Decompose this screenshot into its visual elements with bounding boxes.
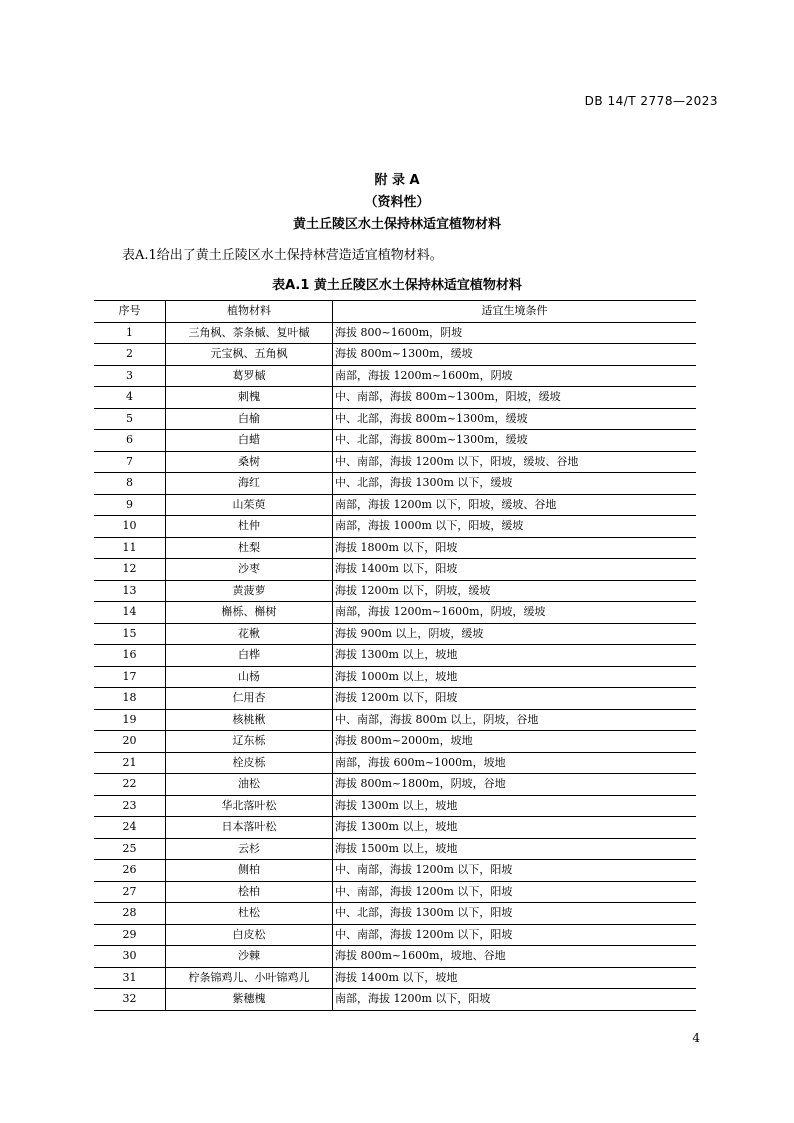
intro-paragraph: 表A.1给出了黄土丘陵区水土保持林营造适宜植物材料。 (122, 248, 443, 263)
cell-index: 11 (94, 537, 166, 559)
cell-index: 16 (94, 645, 166, 667)
cell-plant: 栓皮栎 (166, 752, 333, 774)
cell-plant: 元宝枫、五角枫 (166, 344, 333, 366)
cell-habitat: 海拔 1200m 以下，阴坡，缓坡 (333, 580, 697, 602)
cell-habitat: 中、北部，海拔 1300m 以下，缓坡 (333, 473, 697, 495)
cell-habitat: 海拔 800m~1800m，阴坡，谷地 (333, 774, 697, 796)
table-caption: 表A.1 黄土丘陵区水土保持林适宜植物材料 (272, 278, 522, 293)
cell-habitat: 中、南部，海拔 800m~1300m，阳坡，缓坡 (333, 387, 697, 409)
cell-habitat: 南部，海拔 1200m~1600m，阴坡，缓坡 (333, 602, 697, 624)
cell-index: 17 (94, 666, 166, 688)
cell-plant: 沙棘 (166, 946, 333, 968)
cell-habitat: 中、南部，海拔 800m 以上，阴坡，谷地 (333, 709, 697, 731)
cell-plant: 山茱萸 (166, 494, 333, 516)
table-row (94, 430, 696, 452)
table-row (94, 559, 696, 581)
table-row (94, 989, 696, 1011)
cell-habitat: 海拔 800m~1300m，缓坡 (333, 344, 697, 366)
cell-index: 24 (94, 817, 166, 839)
cell-habitat: 海拔 1200m 以下，阳坡 (333, 688, 697, 710)
cell-index: 2 (94, 344, 166, 366)
cell-index: 7 (94, 451, 166, 473)
cell-index: 27 (94, 881, 166, 903)
cell-plant: 仁用杏 (166, 688, 333, 710)
cell-habitat: 中、南部，海拔 1200m 以下，阳坡 (333, 881, 697, 903)
cell-habitat: 海拔 1800m 以下，阳坡 (333, 537, 697, 559)
table-row (94, 903, 696, 925)
cell-plant: 白皮松 (166, 924, 333, 946)
table-row (94, 946, 696, 968)
cell-habitat: 海拔 800m~1600m，坡地、谷地 (333, 946, 697, 968)
table-header-row (94, 301, 696, 323)
cell-habitat: 海拔 1300m 以上，坡地 (333, 817, 697, 839)
cell-index: 19 (94, 709, 166, 731)
table-row (94, 387, 696, 409)
table-body (94, 322, 696, 1010)
table-row (94, 602, 696, 624)
cell-plant: 华北落叶松 (166, 795, 333, 817)
cell-plant: 黄菠萝 (166, 580, 333, 602)
cell-plant: 三角枫、茶条槭、复叶槭 (166, 322, 333, 344)
column-header-plant: 植物材料 (166, 301, 333, 323)
page-number: 4 (692, 1031, 700, 1045)
cell-index: 15 (94, 623, 166, 645)
table-row (94, 322, 696, 344)
cell-index: 3 (94, 365, 166, 387)
cell-plant: 海红 (166, 473, 333, 495)
table-row (94, 881, 696, 903)
cell-plant: 白桦 (166, 645, 333, 667)
cell-habitat: 海拔 1300m 以上，坡地 (333, 645, 697, 667)
table-row (94, 537, 696, 559)
cell-index: 20 (94, 731, 166, 753)
table-row (94, 731, 696, 753)
cell-index: 21 (94, 752, 166, 774)
cell-plant: 山杨 (166, 666, 333, 688)
appendix-nature: （资料性） (364, 195, 430, 210)
cell-habitat: 海拔 1400m 以下，阳坡 (333, 559, 697, 581)
cell-plant: 刺槐 (166, 387, 333, 409)
cell-index: 18 (94, 688, 166, 710)
cell-plant: 桑树 (166, 451, 333, 473)
table-row (94, 451, 696, 473)
appendix-subtitle: 黄土丘陵区水土保持林适宜植物材料 (292, 217, 501, 232)
cell-plant: 杜仲 (166, 516, 333, 538)
cell-habitat: 南部，海拔 1000m 以下，阳坡，缓坡 (333, 516, 697, 538)
cell-plant: 槲栎、槲树 (166, 602, 333, 624)
cell-index: 8 (94, 473, 166, 495)
cell-habitat: 海拔 1500m 以上，坡地 (333, 838, 697, 860)
cell-index: 30 (94, 946, 166, 968)
table-row (94, 838, 696, 860)
table-row (94, 666, 696, 688)
cell-habitat: 海拔 1300m 以上，坡地 (333, 795, 697, 817)
cell-plant: 沙枣 (166, 559, 333, 581)
cell-index: 31 (94, 967, 166, 989)
table-row (94, 774, 696, 796)
table-row (94, 580, 696, 602)
table-row (94, 623, 696, 645)
cell-plant: 杜梨 (166, 537, 333, 559)
table-row (94, 344, 696, 366)
table-row (94, 967, 696, 989)
column-header-habitat: 适宜生境条件 (333, 301, 697, 323)
standard-code: DB 14/T 2778—2023 (584, 94, 718, 108)
cell-index: 22 (94, 774, 166, 796)
cell-index: 23 (94, 795, 166, 817)
table-row (94, 860, 696, 882)
cell-plant: 辽东栎 (166, 731, 333, 753)
appendix-title: 附 录 A (374, 173, 420, 188)
cell-index: 13 (94, 580, 166, 602)
table-row (94, 688, 696, 710)
cell-plant: 柠条锦鸡儿、小叶锦鸡儿 (166, 967, 333, 989)
cell-habitat: 海拔 1400m 以下，坡地 (333, 967, 697, 989)
cell-plant: 核桃楸 (166, 709, 333, 731)
cell-habitat: 中、南部，海拔 1200m 以下，阳坡 (333, 860, 697, 882)
cell-habitat: 中、南部，海拔 1200m 以下，阳坡 (333, 924, 697, 946)
cell-index: 14 (94, 602, 166, 624)
cell-index: 29 (94, 924, 166, 946)
table-row (94, 709, 696, 731)
table-row (94, 645, 696, 667)
cell-plant: 侧柏 (166, 860, 333, 882)
cell-habitat: 中、南部，海拔 1200m 以下，阳坡，缓坡、谷地 (333, 451, 697, 473)
cell-plant: 杜松 (166, 903, 333, 925)
cell-habitat: 海拔 800m~2000m，坡地 (333, 731, 697, 753)
cell-habitat: 南部，海拔 1200m~1600m，阴坡 (333, 365, 697, 387)
table-row (94, 795, 696, 817)
cell-index: 4 (94, 387, 166, 409)
table-row (94, 752, 696, 774)
cell-plant: 云杉 (166, 838, 333, 860)
table-row (94, 408, 696, 430)
cell-index: 12 (94, 559, 166, 581)
cell-plant: 桧柏 (166, 881, 333, 903)
cell-index: 10 (94, 516, 166, 538)
cell-habitat: 海拔 900m 以上，阴坡，缓坡 (333, 623, 697, 645)
cell-plant: 花楸 (166, 623, 333, 645)
column-header-index: 序号 (94, 301, 166, 323)
cell-habitat: 中、北部，海拔 800m~1300m，缓坡 (333, 408, 697, 430)
cell-index: 1 (94, 322, 166, 344)
table-row (94, 924, 696, 946)
cell-index: 9 (94, 494, 166, 516)
cell-plant: 日本落叶松 (166, 817, 333, 839)
cell-habitat: 南部，海拔 600m~1000m，坡地 (333, 752, 697, 774)
cell-index: 26 (94, 860, 166, 882)
cell-habitat: 中、北部，海拔 1300m 以下，阳坡 (333, 903, 697, 925)
table-row (94, 473, 696, 495)
cell-habitat: 海拔 1000m 以上，坡地 (333, 666, 697, 688)
cell-habitat: 中、北部，海拔 800m~1300m，缓坡 (333, 430, 697, 452)
cell-index: 6 (94, 430, 166, 452)
table-row (94, 494, 696, 516)
table-row (94, 817, 696, 839)
cell-index: 25 (94, 838, 166, 860)
cell-index: 32 (94, 989, 166, 1011)
cell-index: 5 (94, 408, 166, 430)
table-row (94, 365, 696, 387)
cell-habitat: 南部，海拔 1200m 以下，阳坡，缓坡、谷地 (333, 494, 697, 516)
cell-habitat: 海拔 800~1600m，阴坡 (333, 322, 697, 344)
plant-materials-table (94, 300, 696, 1011)
cell-plant: 葛罗槭 (166, 365, 333, 387)
table-row (94, 516, 696, 538)
cell-plant: 紫穗槐 (166, 989, 333, 1011)
cell-index: 28 (94, 903, 166, 925)
cell-plant: 油松 (166, 774, 333, 796)
cell-plant: 白榆 (166, 408, 333, 430)
cell-habitat: 南部，海拔 1200m 以下，阳坡 (333, 989, 697, 1011)
cell-plant: 白蜡 (166, 430, 333, 452)
